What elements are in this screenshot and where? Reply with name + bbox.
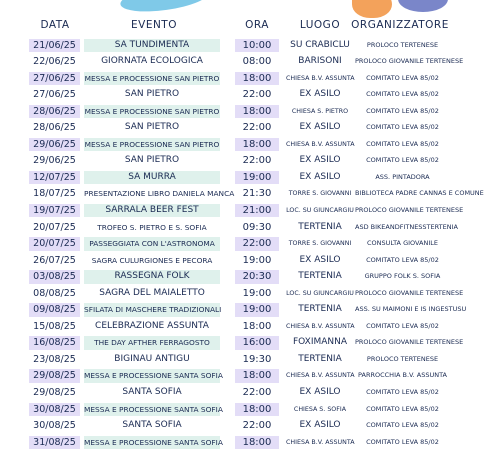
event-time: 18:00 [242,320,272,332]
event-place: CHIESA S. SOFIA [293,405,347,413]
event-name: MESSA E PROCESSIONE SANTA SOFIA [84,369,220,383]
table-row [0,136,450,153]
event-name: SAN PIETRO [124,155,180,166]
event-place: TERTENIA [298,221,342,232]
event-organizer: ASD BIKEANDFITNESSTERTENIA [355,222,458,231]
event-place: TERTENIA [298,353,342,364]
event-date: 29/08/25 [29,369,80,383]
event-name: SAN PIETRO [124,122,180,133]
event-place: EX ASILO [299,386,341,397]
event-organizer: PROLOCO TERTENESE [366,40,439,49]
event-organizer: CONSULTA GIOVANILE [366,239,439,248]
event-date: 09/08/25 [29,303,80,317]
event-organizer: COMITATO LEVA 85/02 [366,321,439,330]
event-organizer: COMITATO LEVA 85/02 [366,387,439,396]
event-time: 18:00 [235,72,279,86]
event-place: SU CRABICLU [290,39,350,50]
event-name: SA TUNDIMENTA [84,39,220,53]
event-organizer: COMITATO LEVA 85/02 [366,73,439,82]
event-date: 29/06/25 [29,138,80,152]
event-place: EX ASILO [299,155,341,166]
table-row [0,54,464,71]
event-time: 08:00 [242,56,272,68]
event-time: 22:00 [242,89,272,101]
event-name: TROFEO S. PIETRO E S. SOFIA [97,222,207,232]
event-organizer: COMITATO LEVA 85/02 [366,139,439,148]
event-organizer: COMITATO LEVA 85/02 [366,404,439,413]
table-row [0,87,450,104]
table-row [0,153,450,170]
event-date: 21/06/25 [29,39,80,53]
event-date: 29/06/25 [33,155,76,167]
event-time: 22:00 [242,420,272,432]
table-row [0,302,467,319]
event-time: 19:00 [235,303,279,317]
event-date: 23/08/25 [33,353,76,365]
event-organizer: GRUPPO FOLK S. SOFIA [364,272,441,281]
event-date: 27/06/25 [29,72,80,86]
event-organizer: BIBLIOTECA PADRE CANNAS E COMUNE [355,189,484,198]
event-date: 20/07/25 [33,221,76,233]
event-organizer: ASS. PINTADORA [375,172,430,181]
event-date: 30/08/25 [33,420,76,432]
event-place: EX ASILO [299,122,341,133]
table-row [0,368,450,385]
event-time: 19:00 [235,171,279,185]
header-luogo: LUOGO [299,19,341,31]
event-time: 22:00 [242,122,272,134]
event-name: SANTA SOFIA [122,420,182,431]
event-date: 12/07/25 [29,171,80,185]
table-row [0,186,484,203]
event-place: TORRE S. GIOVANNI [288,190,352,198]
event-name: SAGRA CULURGIONES E PECORA [91,255,213,265]
header-evento: EVENTO [131,19,177,31]
event-time: 22:00 [242,386,272,398]
event-organizer: COMITATO LEVA 85/02 [366,90,439,99]
event-time: 18:00 [235,436,279,450]
table-row [0,335,464,352]
event-place: TERTENIA [298,271,342,282]
table-row [0,169,450,186]
event-place: CHIESA B.V. ASSUNTA [286,438,355,446]
event-date: 16/08/25 [29,336,80,350]
event-place: LOC. SU GIUNCARGIU [286,206,354,214]
event-place: CHIESA S. PIETRO [291,107,349,115]
event-date: 19/07/25 [29,204,80,218]
event-name: SFILATA DI MASCHERE TRADIZIONALI [84,303,220,317]
event-date: 31/08/25 [29,436,80,450]
event-organizer: PROLOCO GIOVANILE TERTENESE [355,57,464,66]
event-name: PRESENTAZIONE LIBRO DANIELA MANCA [84,189,235,199]
event-place: EX ASILO [299,420,341,431]
event-place: TORRE S. GIOVANNI [288,240,352,248]
table-row [0,285,464,302]
event-organizer: COMITATO LEVA 85/02 [366,255,439,264]
table-row [0,103,450,120]
event-time: 22:00 [235,237,279,251]
event-time: 19:30 [242,353,272,365]
event-organizer: PROLOCO TERTENESE [366,354,439,363]
table-row [0,252,450,269]
table-row [0,202,464,219]
event-place: EX ASILO [299,254,341,265]
event-date: 08/08/25 [33,287,76,299]
event-time: 19:00 [242,287,272,299]
table-row [0,219,458,236]
event-organizer: COMITATO LEVA 85/02 [366,421,439,430]
header-data: DATA [40,19,70,31]
event-time: 18:00 [235,403,279,417]
event-name: MESSA E PROCESSIONE SAN PIETRO [84,72,220,86]
table-row [0,236,450,253]
event-place: EX ASILO [299,171,341,182]
event-place: CHIESA B.V. ASSUNTA [286,322,355,330]
decorative-shape-violet [398,0,448,12]
events-table [0,37,484,451]
event-date: 03/08/25 [29,270,80,284]
event-place: CHIESA B.V. ASSUNTA [286,140,355,148]
event-name: SA MURRA [84,171,220,185]
event-time: 18:00 [235,105,279,119]
event-time: 21:00 [235,204,279,218]
event-name: MESSA E PROCESSIONE SANTA SOFIA [84,436,220,450]
decorative-shape-orange [352,0,392,18]
event-date: 29/08/25 [33,386,76,398]
table-row [0,401,450,418]
event-name: THE DAY AFTHER FERRAGOSTO [84,336,220,350]
event-organizer: PROLOCO GIOVANILE TERTENESE [355,338,464,347]
table-row [0,351,450,368]
table-header [0,19,450,35]
event-place: TERTENIA [298,304,342,315]
event-name: GIORNATA ECOLOGICA [101,56,203,67]
table-row [0,318,450,335]
table-row [0,434,450,451]
event-date: 18/07/25 [33,188,76,200]
table-row [0,120,450,137]
event-time: 16:00 [235,336,279,350]
event-time: 10:00 [235,39,279,53]
event-place: LOC. SU GIUNCARGIU [286,289,354,297]
event-place: CHIESA B.V. ASSUNTA [286,372,355,380]
event-organizer: COMITATO LEVA 85/02 [366,106,439,115]
event-name: SAGRA DEL MAIALETTO [99,287,205,298]
event-organizer: PARROCCHIA B.V. ASSUNTA [358,371,447,380]
event-name: SAN PIETRO [124,89,180,100]
event-organizer: COMITATO LEVA 85/02 [366,437,439,446]
table-row [0,70,450,87]
event-name: MESSA E PROCESSIONE SAN PIETRO [84,138,220,152]
event-time: 20:30 [235,270,279,284]
event-time: 09:30 [242,221,272,233]
event-name: SARRALA BEER FEST [84,204,220,218]
header-ora: ORA [245,19,269,31]
event-date: 28/06/25 [33,122,76,134]
decorative-shape-left [119,0,211,16]
event-date: 22/06/25 [33,56,76,68]
table-row [0,37,450,54]
event-date: 27/06/25 [33,89,76,101]
event-place: EX ASILO [299,89,341,100]
event-organizer: PROLOCO GIOVANILE TERTENESE [355,205,464,214]
event-name: RASSEGNA FOLK [84,270,220,284]
event-name: SANTA SOFIA [122,386,182,397]
event-date: 28/06/25 [29,105,80,119]
event-place: FOXIMANNA [292,337,348,348]
event-time: 19:00 [242,254,272,266]
event-date: 15/08/25 [33,320,76,332]
event-date: 20/07/25 [29,237,80,251]
event-organizer: COMITATO LEVA 85/02 [366,156,439,165]
event-organizer: COMITATO LEVA 85/02 [366,123,439,132]
table-row [0,269,450,286]
event-date: 26/07/25 [33,254,76,266]
event-time: 18:00 [235,369,279,383]
event-time: 18:00 [235,138,279,152]
event-time: 21:30 [242,188,272,200]
event-time: 22:00 [242,155,272,167]
header-organizzatore: ORGANIZZATORE [351,19,449,31]
event-place: CHIESA B.V. ASSUNTA [286,74,355,82]
event-name: PASSEGGIATA CON L'ASTRONOMA [84,237,220,251]
event-date: 30/08/25 [29,403,80,417]
event-name: MESSA E PROCESSIONE SAN PIETRO [84,105,220,119]
event-organizer: PROLOCO GIOVANILE TERTENESE [355,288,464,297]
event-name: CELEBRAZIONE ASSUNTA [95,320,209,331]
table-row [0,384,450,401]
event-organizer: ASS. SU MAIMONI E IS INGESTUSU [355,305,467,314]
event-name: MESSA E PROCESSIONE SANTA SOFIA [84,403,220,417]
event-name: BIGINAU ANTIGU [114,353,190,364]
table-row [0,418,450,435]
event-place: BARISONI [298,56,342,67]
